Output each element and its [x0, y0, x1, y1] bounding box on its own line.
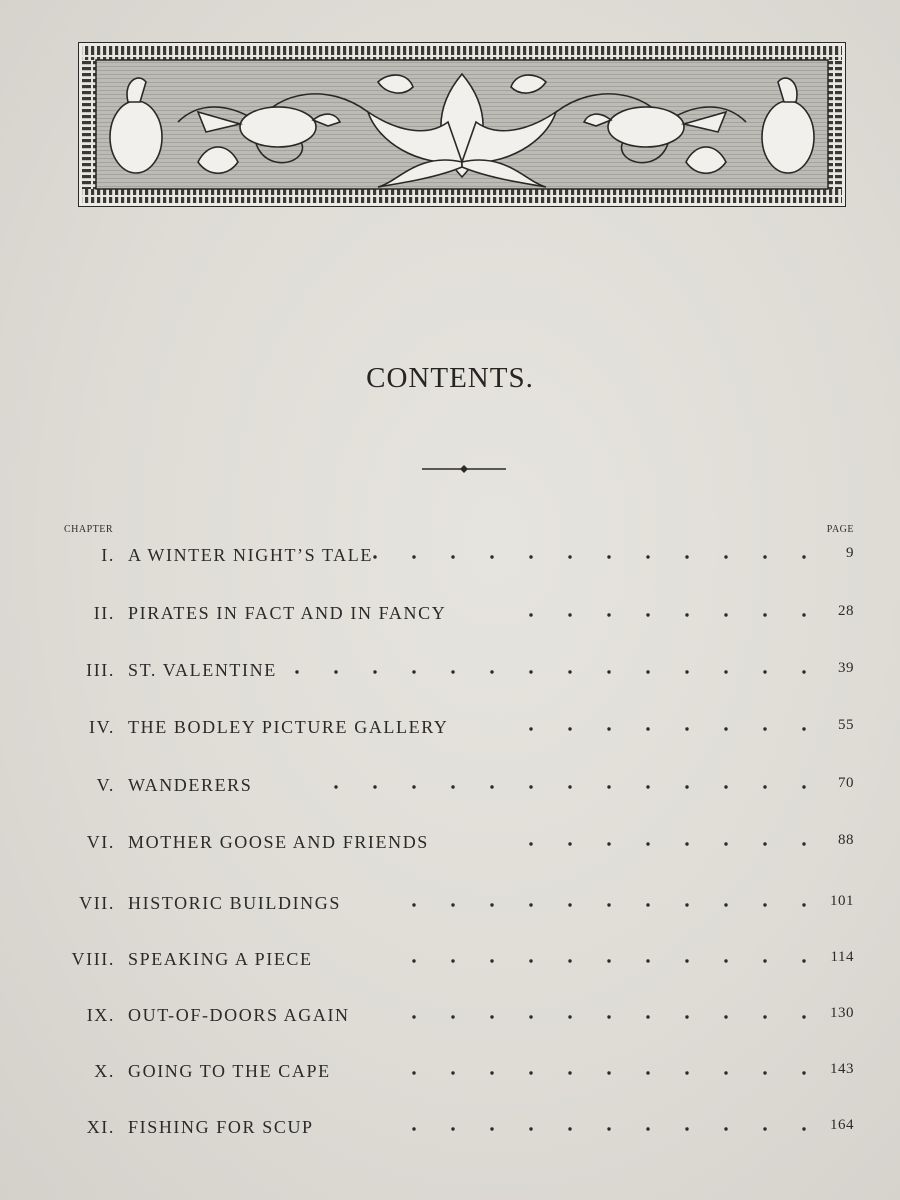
leader-dot	[646, 1015, 649, 1018]
leader-dot	[529, 727, 532, 730]
leader-dot	[568, 727, 571, 730]
leader-dot	[802, 903, 805, 906]
leader-dot	[412, 670, 415, 673]
chapter-title: A WINTER NIGHT’S TALE	[128, 545, 373, 565]
toc-entry	[0, 1117, 900, 1147]
leader-dot	[451, 1071, 454, 1074]
leader-dot	[568, 670, 571, 673]
toc-entry	[0, 1061, 900, 1091]
leader-dot	[412, 959, 415, 962]
leader-dot	[607, 727, 610, 730]
leader-dot	[763, 727, 766, 730]
chapter-title: SPEAKING A PIECE	[128, 949, 313, 969]
leader-dot	[724, 785, 727, 788]
leader-dot	[802, 613, 805, 616]
leader-dot	[802, 670, 805, 673]
page-number: 130	[830, 1005, 854, 1021]
toc-entry	[0, 717, 900, 747]
chapter-number: III.	[86, 660, 115, 680]
leader-dot	[685, 727, 688, 730]
page-number: 88	[838, 832, 854, 848]
chapter-title: THE BODLEY PICTURE GALLERY	[128, 717, 449, 737]
leader-dot	[685, 959, 688, 962]
leader-dot	[724, 555, 727, 558]
dot-leader	[289, 660, 814, 680]
toc-entry	[0, 893, 900, 923]
leader-dot	[607, 670, 610, 673]
leader-dot	[607, 785, 610, 788]
leader-dot	[412, 903, 415, 906]
leader-dot	[529, 555, 532, 558]
leader-dot	[646, 670, 649, 673]
leader-dot	[412, 1127, 415, 1130]
leader-dot	[529, 1015, 532, 1018]
leader-dot	[607, 959, 610, 962]
page-number: 70	[838, 775, 854, 791]
leader-dot	[724, 842, 727, 845]
leader-dot	[412, 785, 415, 788]
leader-dot	[607, 613, 610, 616]
page-number: 101	[830, 893, 854, 909]
leader-dot	[802, 555, 805, 558]
leader-dot	[568, 613, 571, 616]
page-number: 9	[846, 545, 854, 561]
leader-dot	[763, 903, 766, 906]
leader-dot	[724, 613, 727, 616]
leader-dot	[568, 555, 571, 558]
chapter-title: FISHING FOR SCUP	[128, 1117, 314, 1137]
leader-dot	[646, 842, 649, 845]
leader-dot	[412, 1071, 415, 1074]
leader-dot	[763, 555, 766, 558]
leader-dot	[685, 903, 688, 906]
leader-dot	[607, 903, 610, 906]
leader-dot	[568, 959, 571, 962]
page-number: 164	[830, 1117, 854, 1133]
chapter-number: II.	[93, 603, 115, 623]
chapter-number: VIII.	[71, 949, 115, 969]
leader-dot	[529, 613, 532, 616]
chapter-title: ST. VALENTINE	[128, 660, 277, 680]
leader-dot	[490, 555, 493, 558]
toc-entry	[0, 832, 900, 862]
chapter-number: VII.	[79, 893, 115, 913]
page-number: 55	[838, 717, 854, 733]
leader-dot	[529, 959, 532, 962]
leader-dot	[763, 1015, 766, 1018]
dot-leader	[514, 603, 814, 623]
chapter-number: V.	[96, 775, 115, 795]
chapter-number: VI.	[86, 832, 115, 852]
leader-dot	[724, 1015, 727, 1018]
leader-dot	[529, 785, 532, 788]
toc-entry	[0, 1005, 900, 1035]
dot-leader	[334, 545, 814, 565]
leader-dot	[802, 785, 805, 788]
leader-dot	[451, 670, 454, 673]
leader-dot	[763, 1071, 766, 1074]
page-number: 143	[830, 1061, 854, 1077]
page-number: 39	[838, 660, 854, 676]
leader-dot	[490, 670, 493, 673]
leader-dot	[802, 1127, 805, 1130]
toc-entry	[0, 660, 900, 690]
contents-title: CONTENTS.	[366, 362, 534, 394]
toc-entry	[0, 545, 900, 575]
leader-dot	[685, 785, 688, 788]
leader-dot	[295, 670, 298, 673]
leader-dot	[451, 959, 454, 962]
leader-dot	[607, 1127, 610, 1130]
chapter-title: PIRATES IN FACT AND IN FANCY	[128, 603, 447, 623]
leader-dot	[646, 785, 649, 788]
chapter-number: IX.	[86, 1005, 115, 1025]
leader-dot	[373, 785, 376, 788]
leader-dot	[412, 555, 415, 558]
leader-dot	[646, 555, 649, 558]
leader-dot	[607, 842, 610, 845]
dot-leader	[374, 1117, 814, 1137]
leader-dot	[568, 1127, 571, 1130]
leader-dot	[802, 727, 805, 730]
leader-dot	[490, 1071, 493, 1074]
chapter-title: OUT-OF-DOORS AGAIN	[128, 1005, 350, 1025]
leader-dot	[451, 1127, 454, 1130]
dot-leader	[294, 775, 814, 795]
leader-dot	[412, 1015, 415, 1018]
leader-dot	[607, 1015, 610, 1018]
leader-dot	[685, 842, 688, 845]
leader-dot	[568, 903, 571, 906]
leader-dot	[568, 785, 571, 788]
leader-dot	[568, 1071, 571, 1074]
chapter-number: I.	[101, 545, 115, 565]
chapter-title: GOING TO THE CAPE	[128, 1061, 331, 1081]
leader-dot	[763, 785, 766, 788]
leader-dot	[685, 1071, 688, 1074]
page-number: 114	[830, 949, 854, 965]
chapter-title: MOTHER GOOSE AND FRIENDS	[128, 832, 429, 852]
leader-dot	[490, 1127, 493, 1130]
leader-dot	[529, 842, 532, 845]
leader-dot	[646, 727, 649, 730]
leader-dot	[373, 555, 376, 558]
leader-dot	[451, 903, 454, 906]
leader-dot	[568, 1015, 571, 1018]
leader-dot	[490, 785, 493, 788]
chapter-number: XI.	[86, 1117, 115, 1137]
leader-dot	[451, 555, 454, 558]
leader-dot	[802, 842, 805, 845]
leader-dot	[646, 1071, 649, 1074]
dot-leader	[394, 1061, 814, 1081]
leader-dot	[334, 670, 337, 673]
leader-dot	[529, 670, 532, 673]
leader-dot	[685, 1127, 688, 1130]
leader-dot	[607, 1071, 610, 1074]
leader-dot	[685, 670, 688, 673]
leader-dot	[802, 959, 805, 962]
page-column-header: PAGE	[826, 524, 854, 535]
toc-entry	[0, 603, 900, 633]
leader-dot	[490, 959, 493, 962]
chapter-title: WANDERERS	[128, 775, 253, 795]
leader-dot	[685, 1015, 688, 1018]
chapter-title: HISTORIC BUILDINGS	[128, 893, 341, 913]
leader-dot	[529, 903, 532, 906]
leader-dot	[607, 555, 610, 558]
leader-dot	[529, 1071, 532, 1074]
dot-leader	[394, 893, 814, 913]
dot-leader	[369, 949, 814, 969]
leader-dot	[373, 670, 376, 673]
leader-dot	[490, 903, 493, 906]
leader-dot	[451, 1015, 454, 1018]
leader-dot	[763, 842, 766, 845]
leader-dot	[568, 842, 571, 845]
chapter-number: X.	[94, 1061, 115, 1081]
leader-dot	[529, 1127, 532, 1130]
toc-entry	[0, 949, 900, 979]
leader-dot	[763, 670, 766, 673]
chapter-number: IV.	[89, 717, 115, 737]
leader-dot	[451, 785, 454, 788]
leader-dot	[763, 613, 766, 616]
page-number: 28	[838, 603, 854, 619]
leader-dot	[763, 959, 766, 962]
leader-dot	[763, 1127, 766, 1130]
dot-leader	[394, 1005, 814, 1025]
leader-dot	[334, 785, 337, 788]
dot-leader	[494, 832, 814, 852]
dot-leader	[514, 717, 814, 737]
leader-dot	[490, 1015, 493, 1018]
leader-dot	[724, 959, 727, 962]
leader-dot	[646, 903, 649, 906]
leader-dot	[724, 670, 727, 673]
toc-entry	[0, 775, 900, 805]
leader-dot	[724, 1071, 727, 1074]
leader-dot	[802, 1015, 805, 1018]
leader-dot	[646, 613, 649, 616]
leader-dot	[724, 727, 727, 730]
leader-dot	[724, 903, 727, 906]
leader-dot	[685, 555, 688, 558]
leader-dot	[802, 1071, 805, 1074]
leader-dot	[685, 613, 688, 616]
chapter-column-header: CHAPTER	[64, 524, 114, 535]
leader-dot	[646, 1127, 649, 1130]
leader-dot	[646, 959, 649, 962]
leader-dot	[724, 1127, 727, 1130]
